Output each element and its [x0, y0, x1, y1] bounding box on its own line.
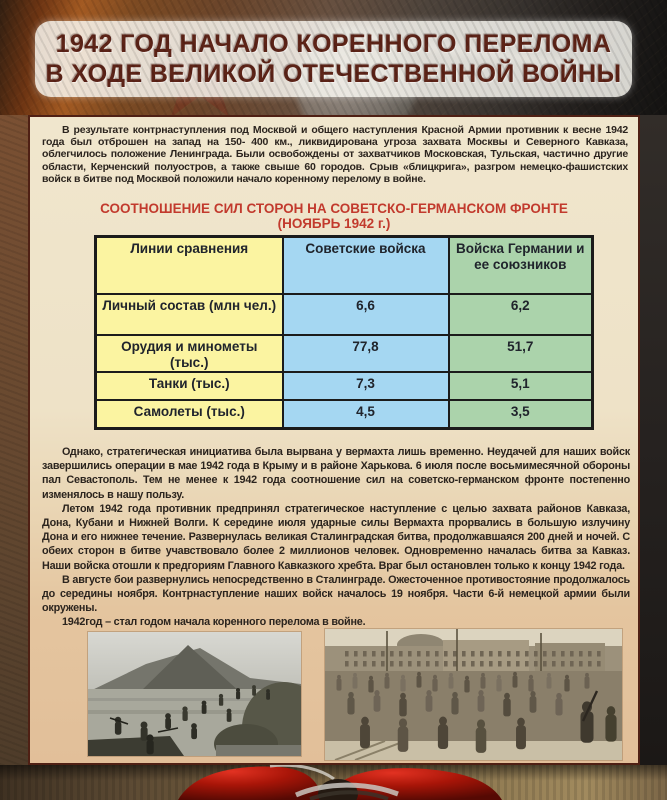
- row-label: Личный состав (млн чел.): [96, 294, 283, 335]
- pow-column-photo: [325, 629, 622, 760]
- row-label: Самолеты (тыс.): [96, 400, 283, 429]
- intro-paragraph: В результате контрнаступления под Москвой и общего наступления Красной Армии противник к весне 1942 года был отброшен на запад на 150- 400 км., ликвидирована угроза захвата Москвы и Северного Кавказа, облегчилось положение Ленинграда. Были освобождены от захватчиков Московская, Тульская, частично другие области, Керченский полуостров, а также свыше 60 городов. Срыв «блицкрига», разгром немецко-фашистских войск в битве под Москвой положили начало коренному перелому в войне.: [42, 124, 628, 185]
- section-heading-line1: СООТНОШЕНИЕ СИЛ СТОРОН НА СОВЕТСКО-ГЕРМАНСКОМ ФРОНТЕ: [100, 201, 568, 216]
- table-row: [96, 400, 593, 429]
- column-header-comparison: Линии сравнения: [96, 237, 283, 295]
- german-value: 51,7: [449, 335, 593, 372]
- german-value: 3,5: [449, 400, 593, 429]
- paragraph: В августе бои развернулись непосредственно в Сталинграде. Ожесточенное противостояние продолжалось до середины ноября. Контрнаступление наших войск началось 19 ноября. Части 6-й немецкой армии были окружены.: [42, 573, 630, 615]
- soviet-value: 7,3: [283, 372, 449, 400]
- paragraph: 1942год – стал годом начала коренного перелома в войне.: [62, 616, 366, 629]
- title-panel: [35, 21, 632, 97]
- german-value: 6,2: [449, 294, 593, 335]
- paragraph: Однако, стратегическая инициатива была вырвана у вермахта лишь временно. Неудачей для наших войск завершились операции в мае 1942 года в Крыму и в районе Харькова. 6 июля после восьмимесячной обороны пал Севастополь. Тем не менее к 1942 года соотношение сил на советско-германском фронте постепенно изменялось в нашу пользу.: [42, 446, 630, 501]
- top-texture-band: [0, 0, 667, 115]
- soviet-value: 77,8: [283, 335, 449, 372]
- german-value: 5,1: [449, 372, 593, 400]
- table-row: [96, 294, 593, 335]
- column-header-german: Войска Германии и ее союзников: [449, 237, 593, 295]
- paragraph: Летом 1942 года противник предпринял стратегическое наступление с целью захвата районов Кавказа, Дона, Кубани и Нижней Волги. К середине июля ударные силы Вермахта прорвались в большую излучину Дона и его нижнее течение. Развернулась великая Сталинградская битва, продолжавшаяся 200 дней и ночей. С обеих сторон в битве учавствовало более 2 миллионов человек. Одновременно началась битва за Кавказ. Наши войска отошли к предгориям Главного Кавказкого хребта. Враг был остановлен только к концу 1942 года.: [42, 502, 630, 572]
- red-banner-order-icon: [150, 763, 550, 800]
- row-label: Орудия и минометы (тыс.): [96, 335, 283, 372]
- table-row: [96, 372, 593, 400]
- column-header-soviet: Советские войска: [283, 237, 449, 295]
- ghost-rifle-icon: [360, 34, 589, 71]
- soviet-value: 6,6: [283, 294, 449, 335]
- soviet-value: 4,5: [283, 400, 449, 429]
- section-heading-line2: (НОЯБРЬ 1942 г.): [277, 216, 391, 231]
- right-frame-texture: [640, 115, 667, 765]
- forces-comparison-table: [94, 235, 594, 430]
- body-text-block: [42, 445, 630, 630]
- infantry-attack-photo-art: [88, 632, 301, 756]
- infantry-attack-photo: [88, 632, 301, 756]
- poster-title-line1: 1942 ГОД НАЧАЛО КОРЕННОГО ПЕРЕЛОМА: [55, 29, 612, 58]
- section-heading: [30, 201, 638, 231]
- content-card: [28, 115, 640, 765]
- table-header-row: [96, 237, 593, 295]
- row-label: Танки (тыс.): [96, 372, 283, 400]
- pow-column-photo-art: [325, 629, 622, 760]
- left-frame-texture: [0, 115, 28, 765]
- poster-title-line2: В ХОДЕ ВЕЛИКОЙ ОТЕЧЕСТВЕННОЙ ВОЙНЫ: [45, 59, 622, 88]
- table-row: [96, 335, 593, 372]
- ghost-order-star-icon: [150, 26, 250, 126]
